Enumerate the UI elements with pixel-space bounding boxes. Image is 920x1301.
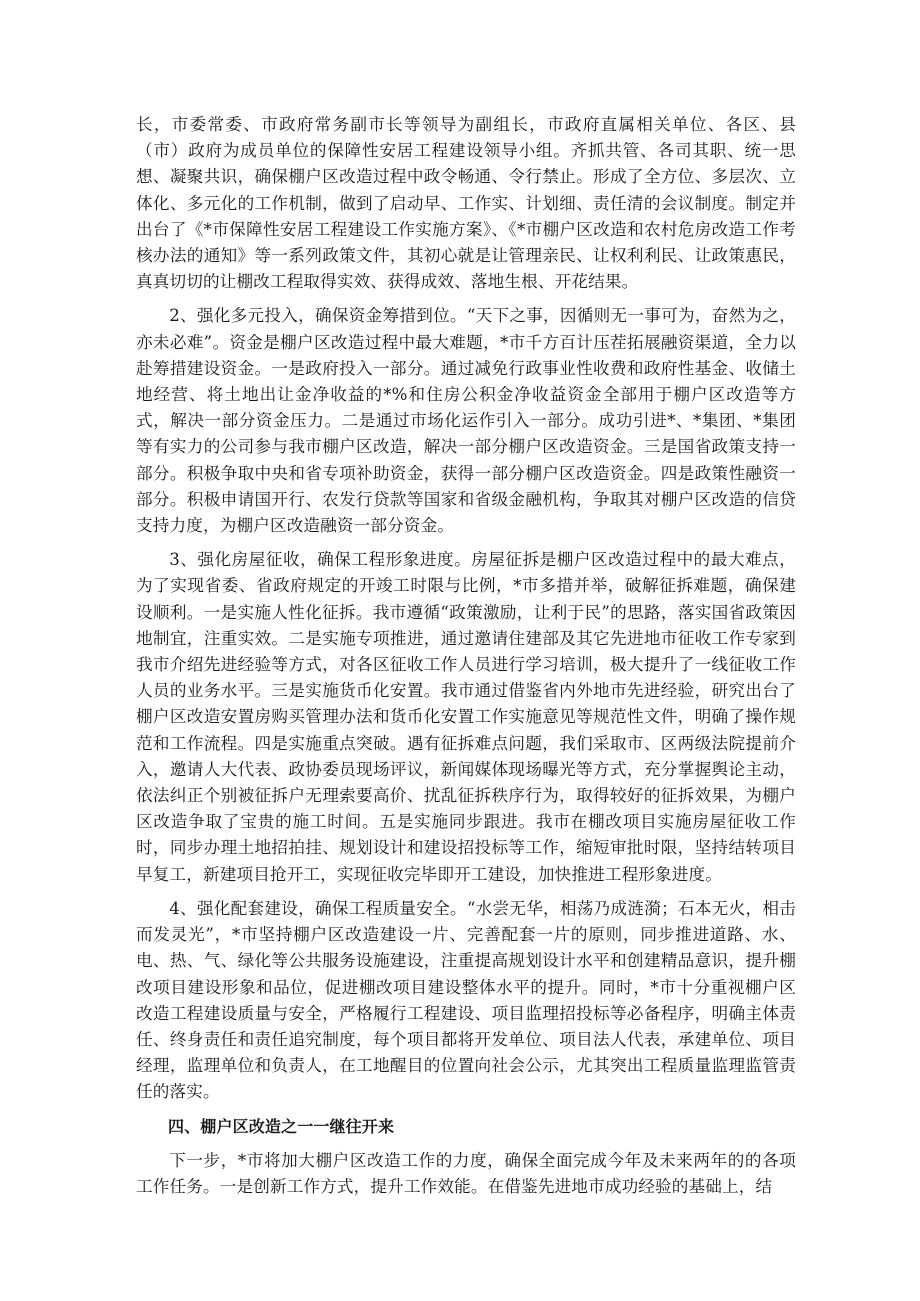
paragraph-gap [136,888,796,896]
paragraph-gap [136,295,796,303]
paragraph-house-expropriation: 3、强化房屋征收，确保工程形象进度。房屋征拆是棚户区改造过程中的最大难点，为了实现省委、省政府规定的开竣工时限与比例，*市多措并举，破解征拆难题，确保建设顺利。一是实施人性化征拆。我市遵循“政策激励，让利于民”的思路，落实国省政策因地制宜，注重实效。二是实施专项推进，通过邀请住建部及其它先进地市征收工作专家到我市介绍先进经验等方式，对各区征收工作人员进行学习培训，极大提升了一线征收工作人员的业务水平。三是实施货币化安置。我市通过借鉴省内外地市先进经验，研究出台了棚户区改造安置房购买管理办法和货币化安置工作实施意见等规范性文件，明确了操作规范和工作流程。四是实施重点突破。遇有征拆难点问题，我们采取市、区两级法院提前介入，邀请人大代表、政协委员现场评议，新闻媒体现场曝光等方式，充分掌握舆论主动，依法纠正个别被征拆户无理索要高价、扰乱征拆秩序行为，取得较好的征拆效果，为棚户区改造争取了宝贵的施工时间。五是实施同步跟进。我市在棚改项目实施房屋征收工作时，同步办理土地招拍挂、规划设计和建设招投标等工作，缩短审批时限，坚持结转项目早复工，新建项目抢开工，实现征收完毕即开工建设，加快推进工程形象进度。 [136,550,796,884]
document-page [136,112,796,1200]
paragraph-gap [136,1140,796,1148]
paragraph-supporting-construction: 4、强化配套建设，确保工程质量安全。“水尝无华，相荡乃成涟漪；石本无火，相击而发灵光”，*市坚持棚户区改造建设一片、完善配套一片的原则，同步推进道路、水、电、热、气、绿化等公共服务设施建设，注重提高规划设计水平和创建精品意识，提升棚改项目建设形象和品位，促进棚改项目建设整体水平的提升。同时，*市十分重视棚户区改造工程建设质量与安全，严格履行工程建设、项目监理招投标等必备程序，明确主体责任、终身责任和责任追究制度，每个项目都将开发单位、项目法人代表，承建单位、项目经理，监理单位和负责人，在工地醒目的位置向社会公示，尤其突出工程质量监理监管责任的落实。 [136,898,796,1102]
paragraph-leadership-group: 长，市委常委、市政府常务副市长等领导为副组长，市政府直属相关单位、各区、县（市）政府为成员单位的保障性安居工程建设领导小组。齐抓共管、各司其职、统一思想、凝聚共识，确保棚户区改造过程中政令畅通、令行禁止。形成了全方位、多层次、立体化、多元化的工作机制，做到了启动早、工作实、计划细、责任清的会议制度。制定并出台了《*市保障性安居工程建设工作实施方案》、《*市棚户区改造和农村危房改造工作考核办法的通知》等一系列政策文件，其初心就是让管理亲民、让权利利民、让政策惠民，真真切切的让棚改工程取得实效、获得成效、落地生根、开花结果。 [136,115,796,292]
paragraph-next-steps: 下一步，*市将加大棚户区改造工作的力度，确保全面完成今年及未来两年的的各项工作任务。一是创新工作方式，提升工作效能。在借鉴先进地市成功经验的基础上，结 [136,1150,796,1196]
paragraph-gap [136,1106,796,1114]
paragraph-gap [136,539,796,547]
section-heading: 四、棚户区改造之一一继往开来 [168,1116,395,1136]
paragraph-funding: 2、强化多元投入，确保资金筹措到位。“天下之事，因循则无一事可为，奋然为之，亦未必难”。资金是棚户区改造过程中最大难题，*市千方百计压茬拓展融资渠道，全力以赴筹措建设资金。一是政府投入一部分。通过减免行政事业性收费和政府性基金、收储土地经营、将土地出让金净收益的*%和住房公积金净收益资金全部用于棚户区改造等方式，解决一部分资金压力。二是通过市场化运作引入一部分。成功引进*、*集团、*集团等有实力的公司参与我市棚户区改造，解决一部分棚户区改造资金。三是国省政策支持一部分。积极争取中央和省专项补助资金，获得一部分棚户区改造资金。四是政策性融资一部分。积极申请国开行、农发行贷款等国家和省级金融机构，争取其对棚户区改造的信贷支持力度，为棚户区改造融资一部分资金。 [136,306,796,536]
